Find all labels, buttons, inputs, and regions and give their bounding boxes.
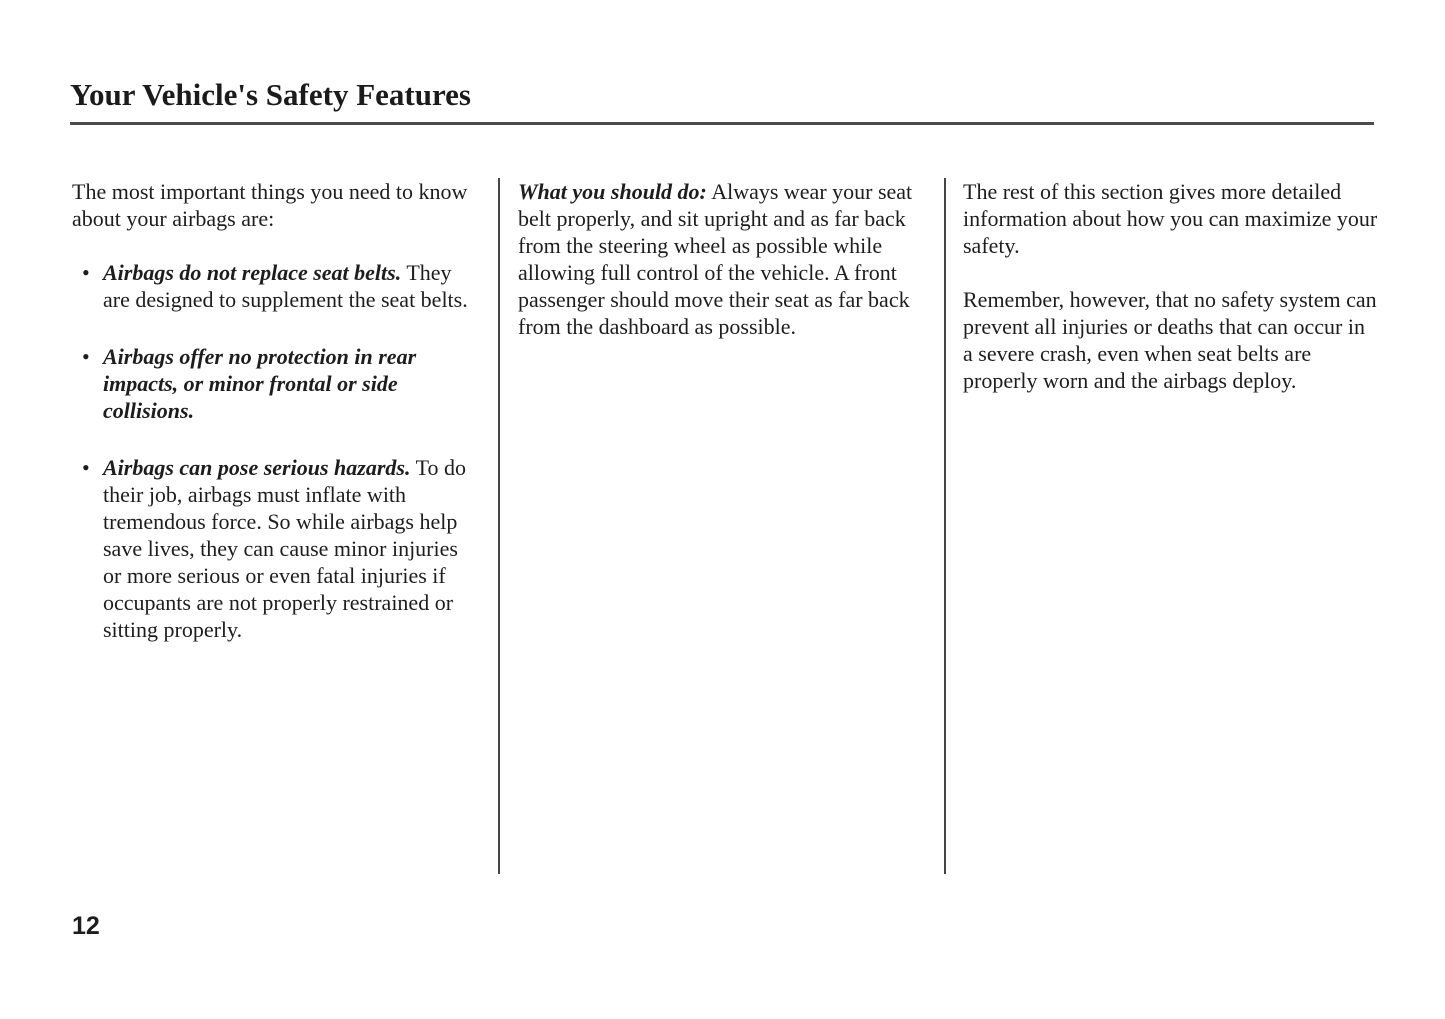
column-middle (500, 178, 944, 874)
bullet-lead: Airbags can pose serious hazards. (103, 455, 411, 480)
bullet-rest: They are designed to supplement the seat belts. (103, 260, 468, 312)
list-item (72, 454, 480, 643)
page-header (70, 76, 1374, 125)
bullet-text (103, 343, 480, 424)
list-item (72, 259, 480, 313)
advice-paragraph (518, 178, 922, 340)
bullet-text (103, 259, 480, 313)
bullet-icon: • (82, 455, 90, 480)
title-rule (70, 122, 1374, 125)
column-right (946, 178, 1380, 874)
intro-paragraph: The most important things you need to know about your airbags are: (72, 179, 468, 231)
reminder-paragraph: Remember, however, that no safety system can prevent all injuries or deaths that can occur in a severe crash, even when seat belts are properly worn and the airbags deploy. (963, 287, 1377, 393)
bullet-text (103, 454, 480, 643)
page-number: 12 (72, 912, 100, 940)
list-item (72, 343, 480, 424)
advice-lead: What you should do: (518, 179, 707, 204)
column-left (72, 178, 498, 874)
section-info-paragraph: The rest of this section gives more detailed information about how you can maximize your safety. (963, 179, 1378, 258)
bullet-lead: Airbags do not replace seat belts. (103, 260, 402, 285)
bullet-lead: Airbags offer no protection in rear impacts, or minor frontal or side collisions. (103, 344, 417, 423)
bullet-rest: To do their job, airbags must inflate with tremendous force. So while airbags help save lives, they can cause minor injuries or more serious or even fatal injuries if occupants are not properly restrained or sitting properly. (103, 455, 466, 642)
bullet-icon: • (82, 260, 90, 285)
three-column-content (72, 178, 1380, 874)
advice-rest: Always wear your seat belt properly, and sit upright and as far back from the steering wheel as possible while allowing full control of the vehicle. A front passenger should move their seat as far back from the dashboard as possible. (518, 179, 913, 339)
page-title: Your Vehicle's Safety Features (70, 77, 471, 112)
bullet-icon: • (82, 344, 90, 369)
